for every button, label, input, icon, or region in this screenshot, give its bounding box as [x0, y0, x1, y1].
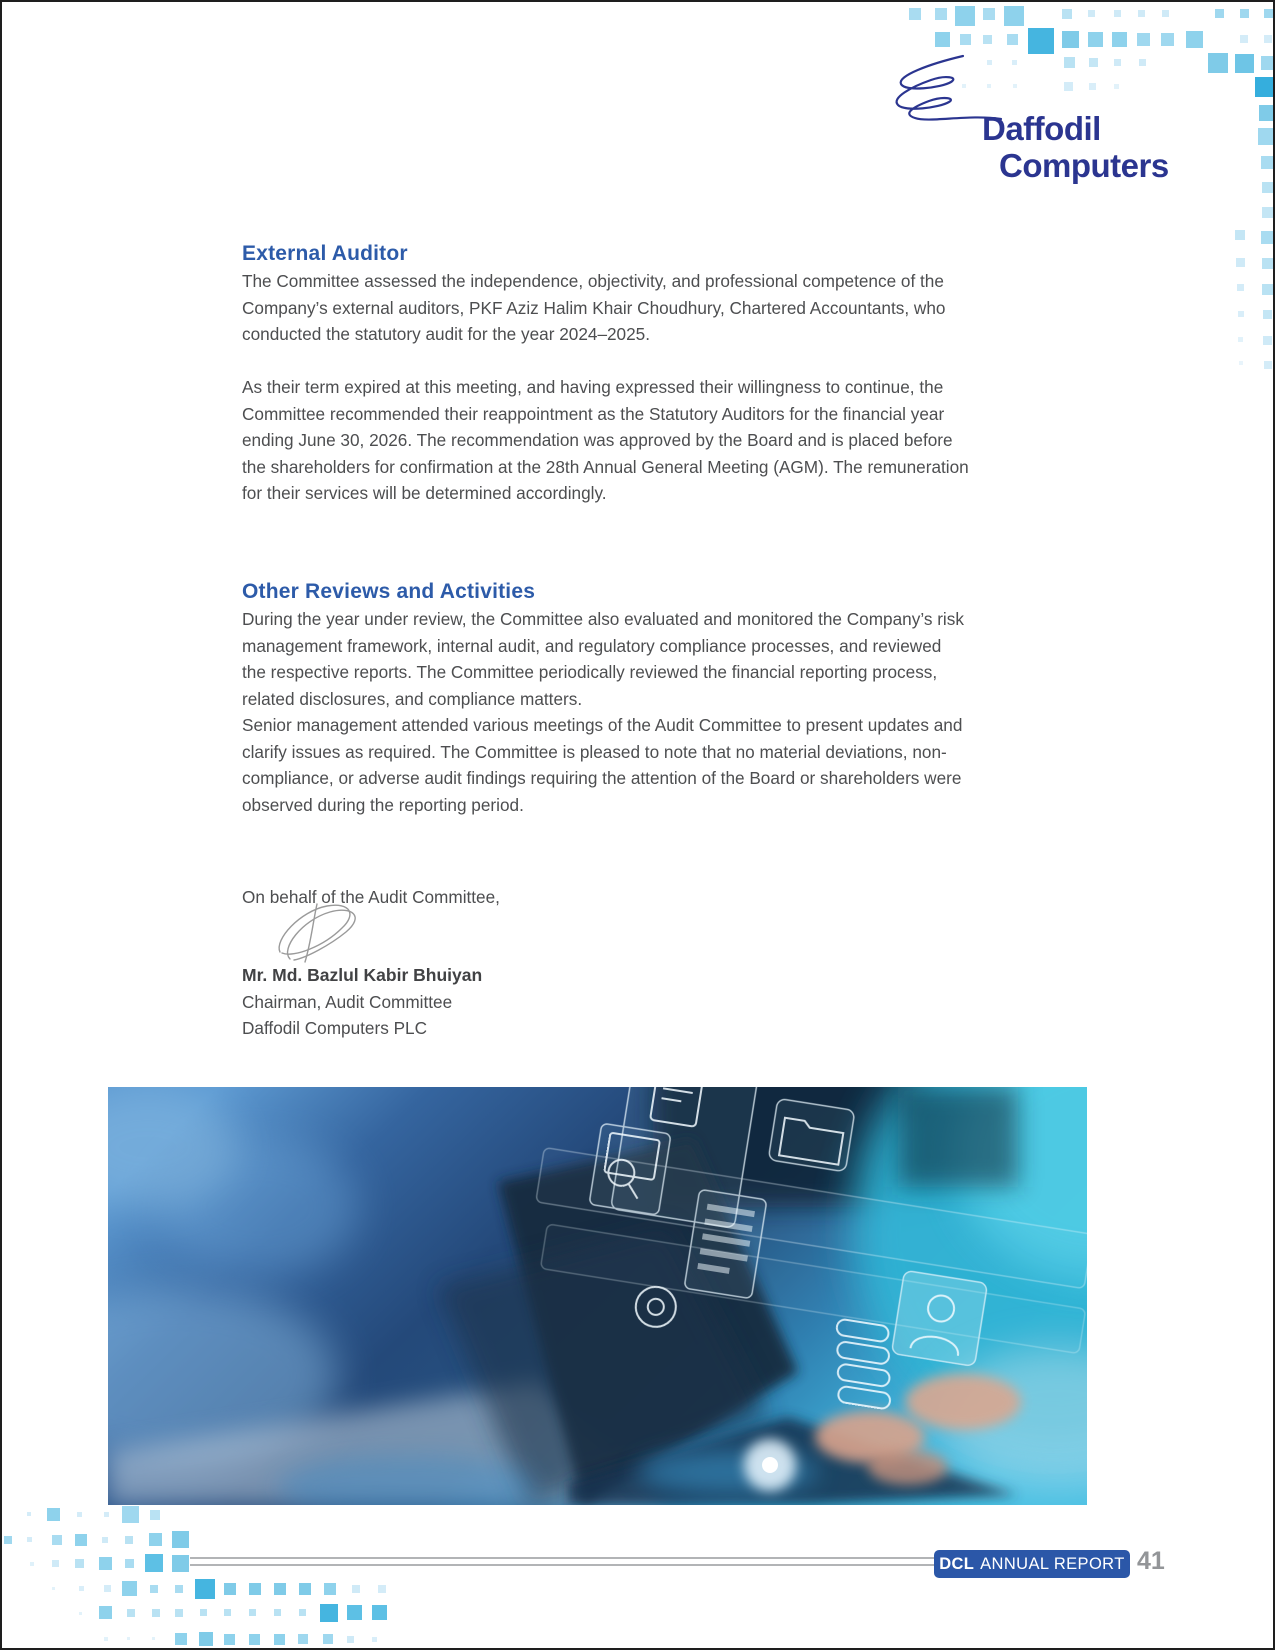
paragraph: During the year under review, the Committee also evaluated and monitored the Company’s risk management framework, internal audit, and regulatory compliance processes, and reviewed the respective reports. The Committee periodically reviewed the financial reporting process, related disclosures, and compliance matters. [242, 609, 964, 709]
signatory-title: Chairman, Audit Committee [242, 992, 453, 1012]
logo-text-line1: Daffodil [982, 110, 1101, 147]
logo-text-line2: Computers [999, 147, 1169, 184]
footer-rule [190, 1557, 936, 1566]
footer-brand: DCL [939, 1554, 975, 1573]
section-heading-external-auditor: External Auditor [242, 242, 408, 265]
technology-photo [108, 1087, 1087, 1505]
closing-salutation: On behalf of the Audit Committee, [242, 887, 500, 907]
signatory-name: Mr. Md. Bazlul Kabir Bhuiyan [242, 965, 483, 985]
page-number: 41 [1137, 1547, 1165, 1575]
footer-label: ANNUAL REPORT [980, 1554, 1125, 1573]
paragraph: As their term expired at this meeting, and having expressed their willingness to continue, the Committee recommended their reappointment as the Statutory Auditors for the financial year ending June 30, 2026. The recommendation was approved by the Board and is placed before the shareholders for confirmation at the 28th Annual General Meeting (AGM). The remuneration for their services will be determined accordingly. [242, 377, 969, 503]
paragraph: The Committee assessed the independence, objectivity, and professional competence of the Company’s external auditors, PKF Aziz Halim Khair Choudhury, Chartered Accountants, who conducted the statutory audit for the year 2024–2025. [242, 271, 946, 344]
footer-badge [934, 1550, 1130, 1578]
company-logo [882, 52, 1182, 182]
signature-scribble-icon [272, 902, 372, 964]
section-heading-other-reviews: Other Reviews and Activities [242, 580, 536, 603]
paragraph: Senior management attended various meetings of the Audit Committee to present updates and clarify issues as required. The Committee is pleased to note that no material deviations, non-compliance, or adverse audit findings requiring the attention of the Board or shareholders were observed during the reporting period. [242, 715, 963, 815]
signatory-company: Daffodil Computers PLC [242, 1018, 428, 1038]
decor-mosaic-bottom-left [4, 1504, 400, 1650]
